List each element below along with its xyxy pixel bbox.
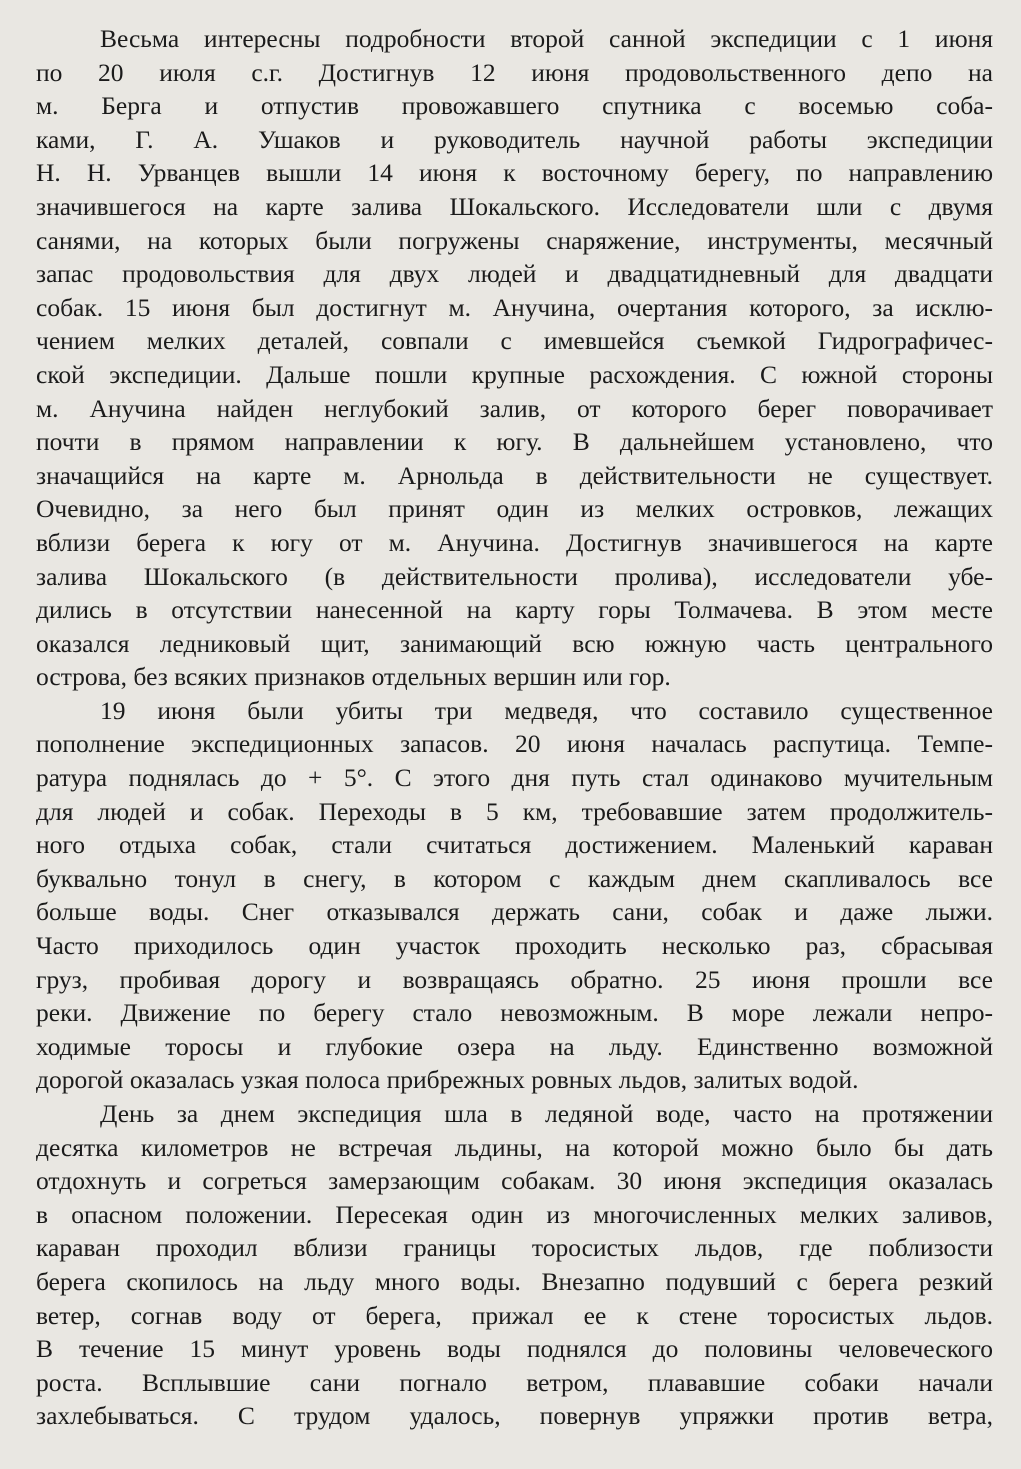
body-text [36,22,993,1433]
text-line: м. Анучина найден неглубокий залив, от которого берег поворачивает [36,393,993,423]
text-line: Н. Н. Урванцев вышли 14 июня к восточному берегу, по направлению [36,158,993,188]
text-line: ратура поднялась до + 5°. С этого дня путь стал одинаково мучительным [36,763,993,793]
text-line: пополнение экспедиционных запасов. 20 июня началась распутица. Темпе- [36,729,993,759]
text-line: В течение 15 минут уровень воды поднялся до половины человеческого [36,1334,993,1364]
text-line: значившегося на карте залива Шокальского. Исследователи шли с двумя [36,191,993,221]
text-line: ветер, согнав воду от берега, прижал ее к стене торосистых льдов. [36,1300,993,1330]
text-line: караван проходил вблизи границы торосистых льдов, где поблизости [36,1233,993,1263]
text-line: залива Шокальского (в действительности пролива), исследователи убе- [36,561,993,591]
text-line: для людей и собак. Переходы в 5 км, требовавшие затем продолжитель- [36,796,993,826]
text-line: больше воды. Снег отказывался держать сани, собак и даже лыжи. [36,897,993,927]
text-line: острова, без всяких признаков отдельных вершин или гор. [36,662,671,692]
text-line: м. Берга и отпустив провожавшего спутника с восемью соба- [36,91,993,121]
text-line: День за днем экспедиция шла в ледяной воде, часто на протяжении [100,1099,993,1128]
text-line: ного отдыха собак, стали считаться достижением. Маленький караван [36,830,993,860]
text-line: 19 июня были убиты три медведя, что составило существенное [100,695,993,725]
paragraph-3 [36,1097,993,1433]
text-line: берега скопилось на льду много воды. Внезапно подувший с берега резкий [36,1266,993,1296]
text-line: десятка километров не встречая льдины, на которой можно было бы дать [36,1132,993,1162]
text-line: груз, пробивая дорогу и возвращаясь обратно. 25 июня прошли все [36,964,993,994]
text-line: дорогой оказалась узкая полоса прибрежных ровных льдов, залитых водой. [36,1065,859,1095]
text-line: роста. Всплывшие сани погнало ветром, плававшие собаки начали [36,1367,993,1397]
text-line: вблизи берега к югу от м. Анучина. Достигнув значившегося на карте [36,527,993,557]
text-line: Очевидно, за него был принят один из мелких островков, лежащих [36,494,993,524]
text-line: чением мелких деталей, совпали с имевшейся съемкой Гидрографичес- [36,326,993,356]
text-line: значащийся на карте м. Арнольда в действительности не существует. [36,460,993,490]
text-line: дились в отсутствии нанесенной на карту горы Толмачева. В этом месте [36,595,993,625]
text-line: Часто приходилось один участок проходить несколько раз, сбрасывая [36,931,993,961]
paragraph-1 [36,22,993,694]
text-line: ками, Г. А. Ушаков и руководитель научной работы экспедиции [36,124,993,154]
text-line: отдохнуть и согреться замерзающим собакам. 30 июня экспедиция оказалась [36,1166,993,1196]
text-line: почти в прямом направлении к югу. В дальнейшем установлено, что [36,427,993,457]
text-line: в опасном положении. Пересекая один из многочисленных мелких заливов, [36,1199,993,1229]
text-line: собак. 15 июня был достигнут м. Анучина, очертания которого, за исклю- [36,292,993,322]
text-line: захлебываться. С трудом удалось, повернув упряжки против ветра, [36,1401,993,1431]
text-line: буквально тонул в снегу, в котором с каждым днем скапливалось все [36,863,993,893]
text-line: Весьма интересны подробности второй санной экспедиции с 1 июня [100,24,993,53]
text-line: реки. Движение по берегу стало невозможным. В море лежали непро- [36,998,993,1028]
text-line: ской экспедиции. Дальше пошли крупные расхождения. С южной стороны [36,359,993,389]
text-line: ходимые торосы и глубокие озера на льду. Единственно возможной [36,1031,993,1061]
text-line: запас продовольствия для двух людей и двадцатидневный для двадцати [36,259,993,289]
text-line: санями, на которых были погружены снаряжение, инструменты, месячный [36,225,993,255]
text-line: по 20 июля с.г. Достигнув 12 июня продовольственного депо на [36,57,993,87]
paragraph-2 [36,694,993,1097]
text-line: оказался ледниковый щит, занимающий всю южную часть центрального [36,628,993,658]
